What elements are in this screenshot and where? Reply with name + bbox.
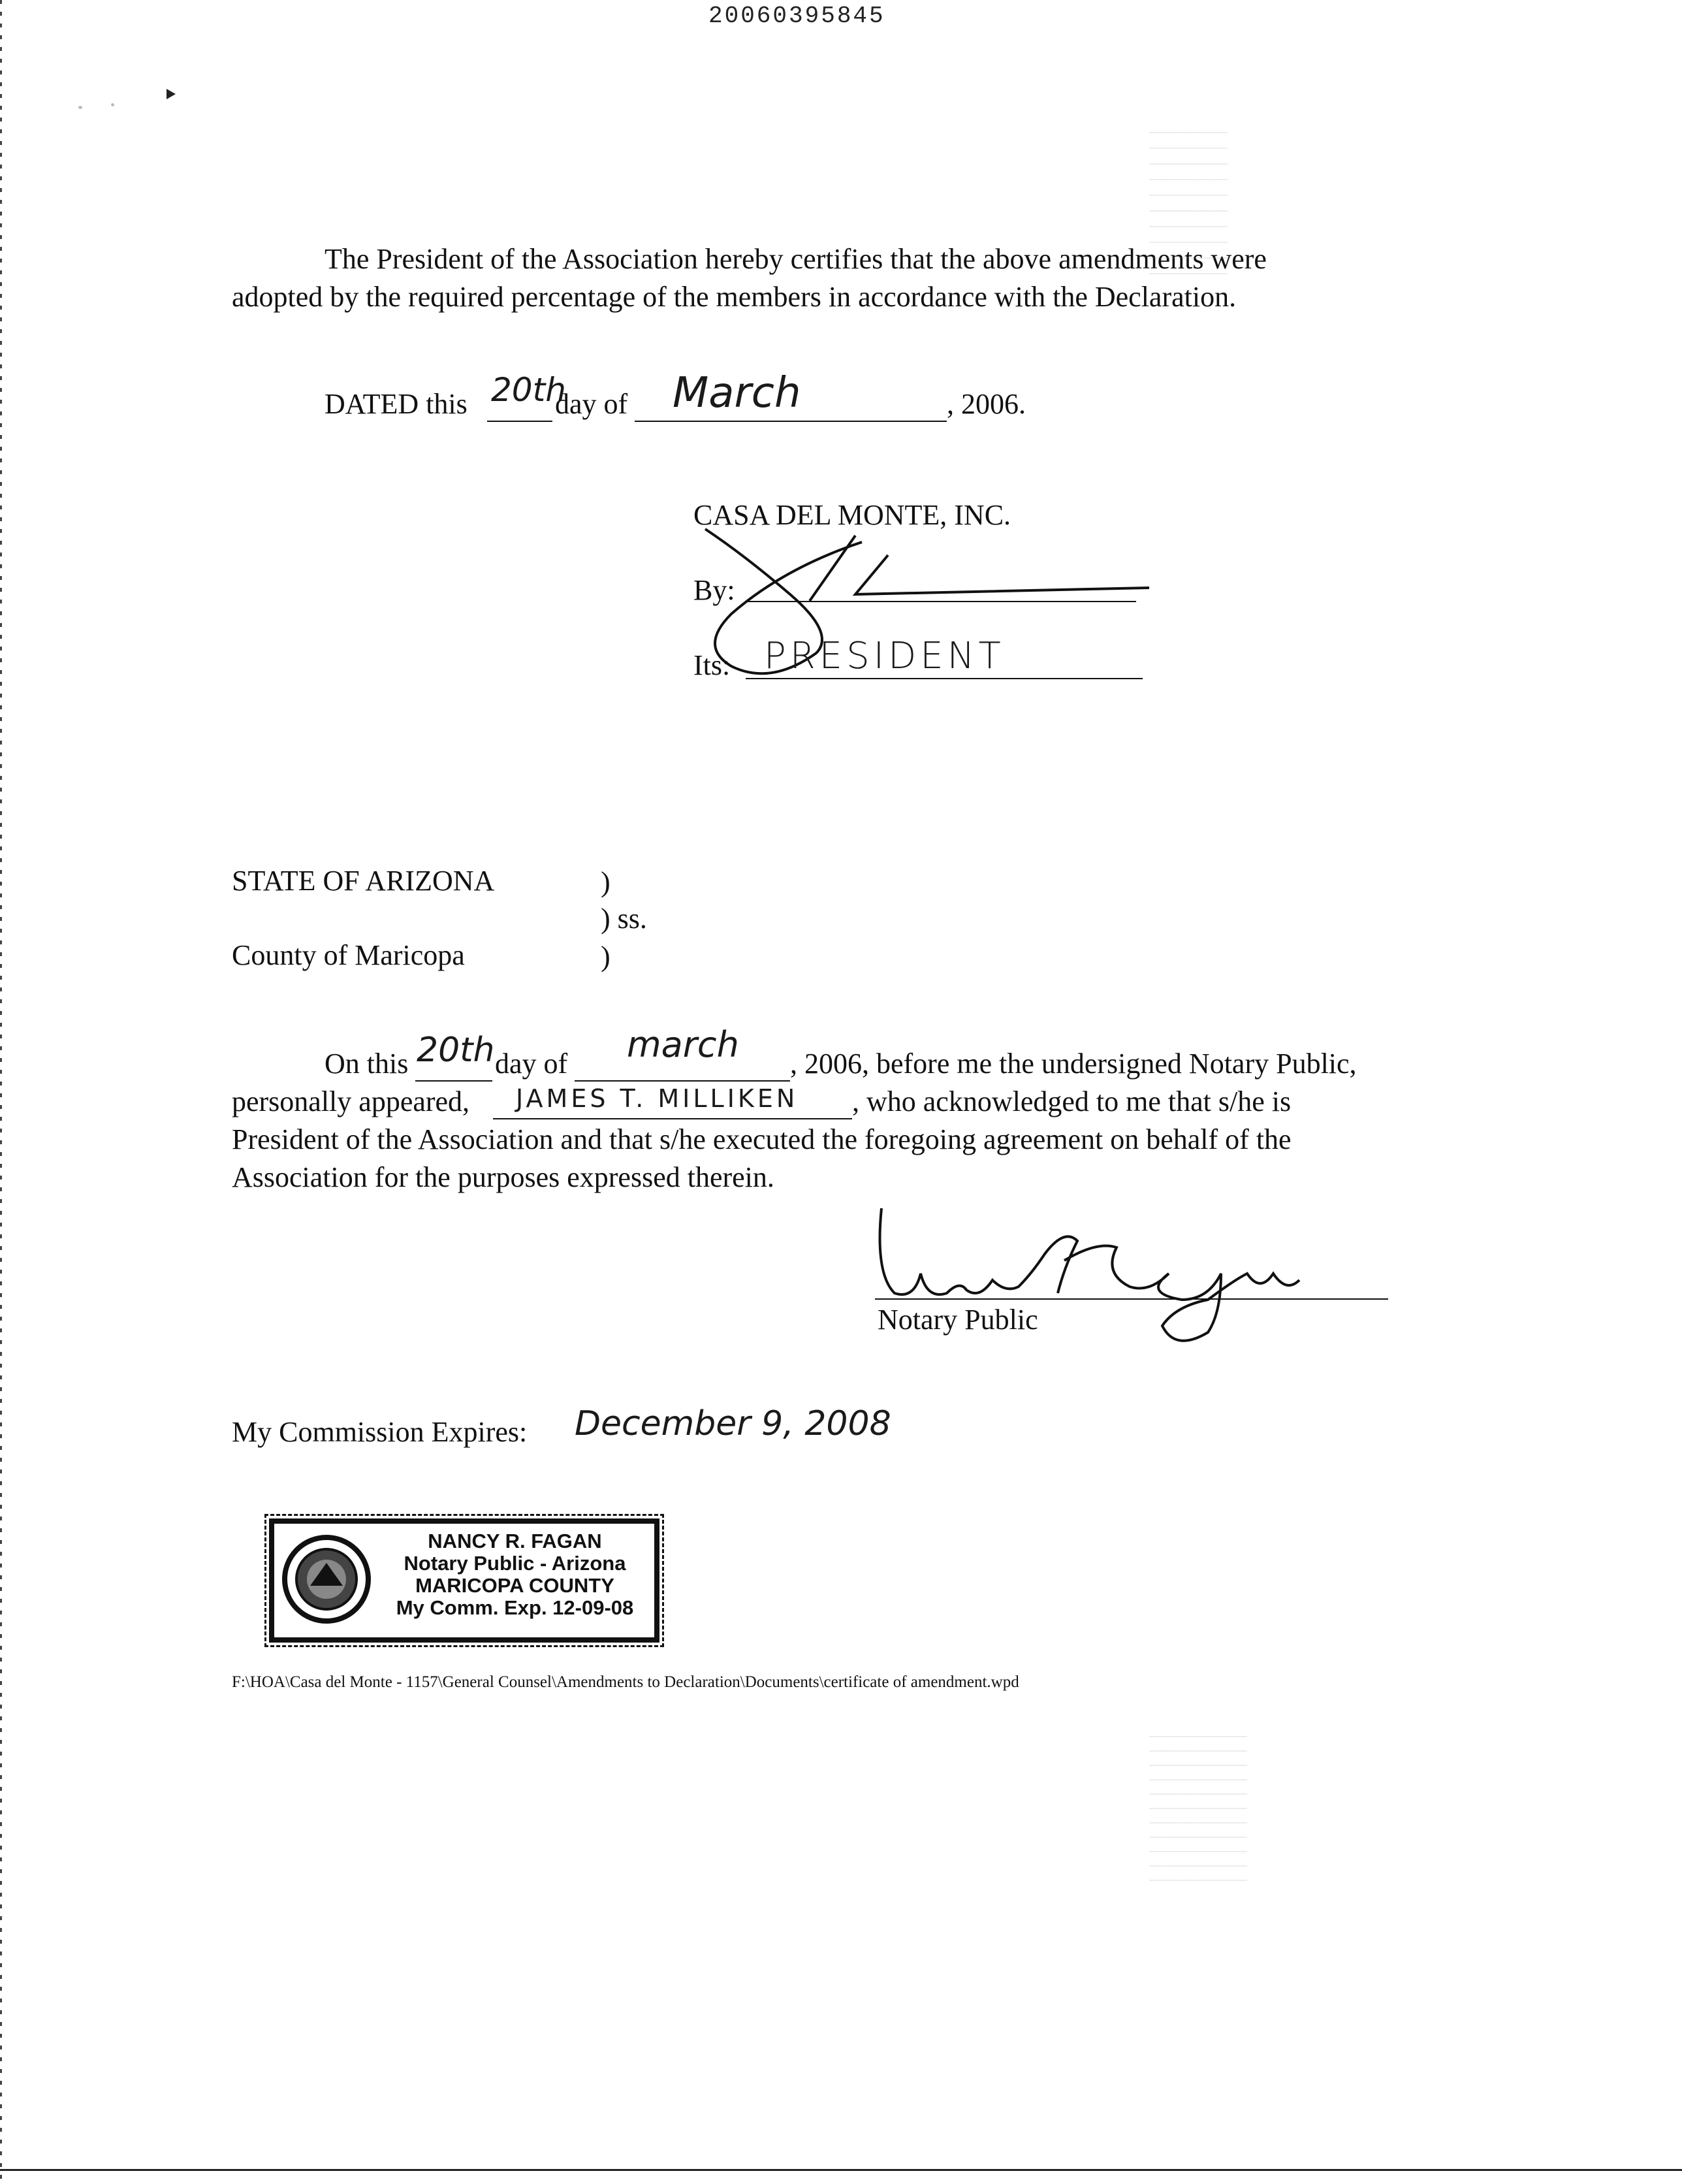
commission-date-handwritten: December 9, 2008 — [575, 1404, 891, 1443]
venue-county: County of Maricopa — [232, 939, 465, 971]
venue-paren-3: ) — [601, 940, 611, 972]
arizona-seal — [281, 1534, 372, 1625]
president-signature — [692, 516, 1162, 712]
scan-speck — [111, 103, 114, 106]
scan-edge-left — [0, 0, 2, 2184]
ack-line-1-suffix: , 2006, before me the undersigned Notary Public, — [790, 1048, 1357, 1080]
ack-month-blank — [575, 1080, 790, 1082]
ack-line-3: President of the Association and that s/he executed the foregoing agreement on behalf of the — [232, 1123, 1292, 1155]
certification-line-1: The President of the Association hereby certifies that the above amendments were — [325, 243, 1267, 275]
stamp-title: Notary Public - Arizona — [404, 1552, 626, 1575]
ack-day-handwritten: 20th — [417, 1031, 495, 1070]
its-handwritten: PRESIDENT — [764, 635, 1005, 677]
scan-edge-bottom — [0, 2169, 1682, 2171]
notary-label: Notary Public — [878, 1304, 1038, 1336]
by-label: By: — [693, 574, 735, 606]
record-number: 20060395845 — [708, 3, 885, 29]
venue-ss: ) ss. — [601, 903, 647, 935]
stamp-name: NANCY R. FAGAN — [428, 1530, 602, 1552]
dated-month-blank — [635, 421, 947, 422]
file-path: F:\HOA\Casa del Monte - 1157\General Counsel\Amendments to Declaration\Documents\certificate of amendment.wpd — [232, 1673, 1019, 1691]
dated-day-blank — [487, 421, 552, 422]
ack-month-handwritten: march — [627, 1024, 739, 1065]
commission-label: My Commission Expires: — [232, 1416, 528, 1448]
dated-month-handwritten: March — [673, 369, 801, 417]
ack-name-blank — [493, 1118, 852, 1119]
ack-line-4: Association for the purposes expressed therein. — [232, 1161, 774, 1193]
dated-prefix: DATED this — [325, 388, 468, 420]
ack-day-blank — [415, 1080, 492, 1082]
its-line — [746, 678, 1143, 679]
scan-arrow-mark — [167, 89, 176, 99]
ack-name-handwritten: JAMES T. MILLIKEN — [516, 1084, 799, 1113]
company-name: CASA DEL MONTE, INC. — [693, 499, 1011, 531]
venue-paren-1: ) — [601, 866, 611, 898]
bleed-through-marks — [1149, 1724, 1247, 1881]
notary-stamp — [269, 1518, 659, 1643]
ack-line-2-suffix: , who acknowledged to me that s/he is — [852, 1085, 1292, 1117]
its-label: Its: — [693, 649, 731, 681]
scan-speck — [78, 106, 82, 109]
venue-state: STATE OF ARIZONA — [232, 865, 495, 897]
ack-day-of: day of — [495, 1048, 568, 1080]
dated-year: , 2006. — [947, 388, 1026, 420]
dated-day-handwritten: 20th — [491, 371, 566, 409]
stamp-county: MARICOPA COUNTY — [415, 1574, 614, 1597]
notary-signature-line — [875, 1298, 1388, 1300]
ack-line-1-prefix: On this — [325, 1048, 409, 1080]
stamp-expiry: My Comm. Exp. 12-09-08 — [396, 1596, 634, 1619]
bleed-through-marks — [1149, 118, 1228, 274]
ack-line-2-prefix: personally appeared, — [232, 1085, 470, 1117]
certification-line-2: adopted by the required percentage of the members in accordance with the Declaration. — [232, 281, 1237, 313]
dated-day-of: day of — [555, 388, 628, 420]
